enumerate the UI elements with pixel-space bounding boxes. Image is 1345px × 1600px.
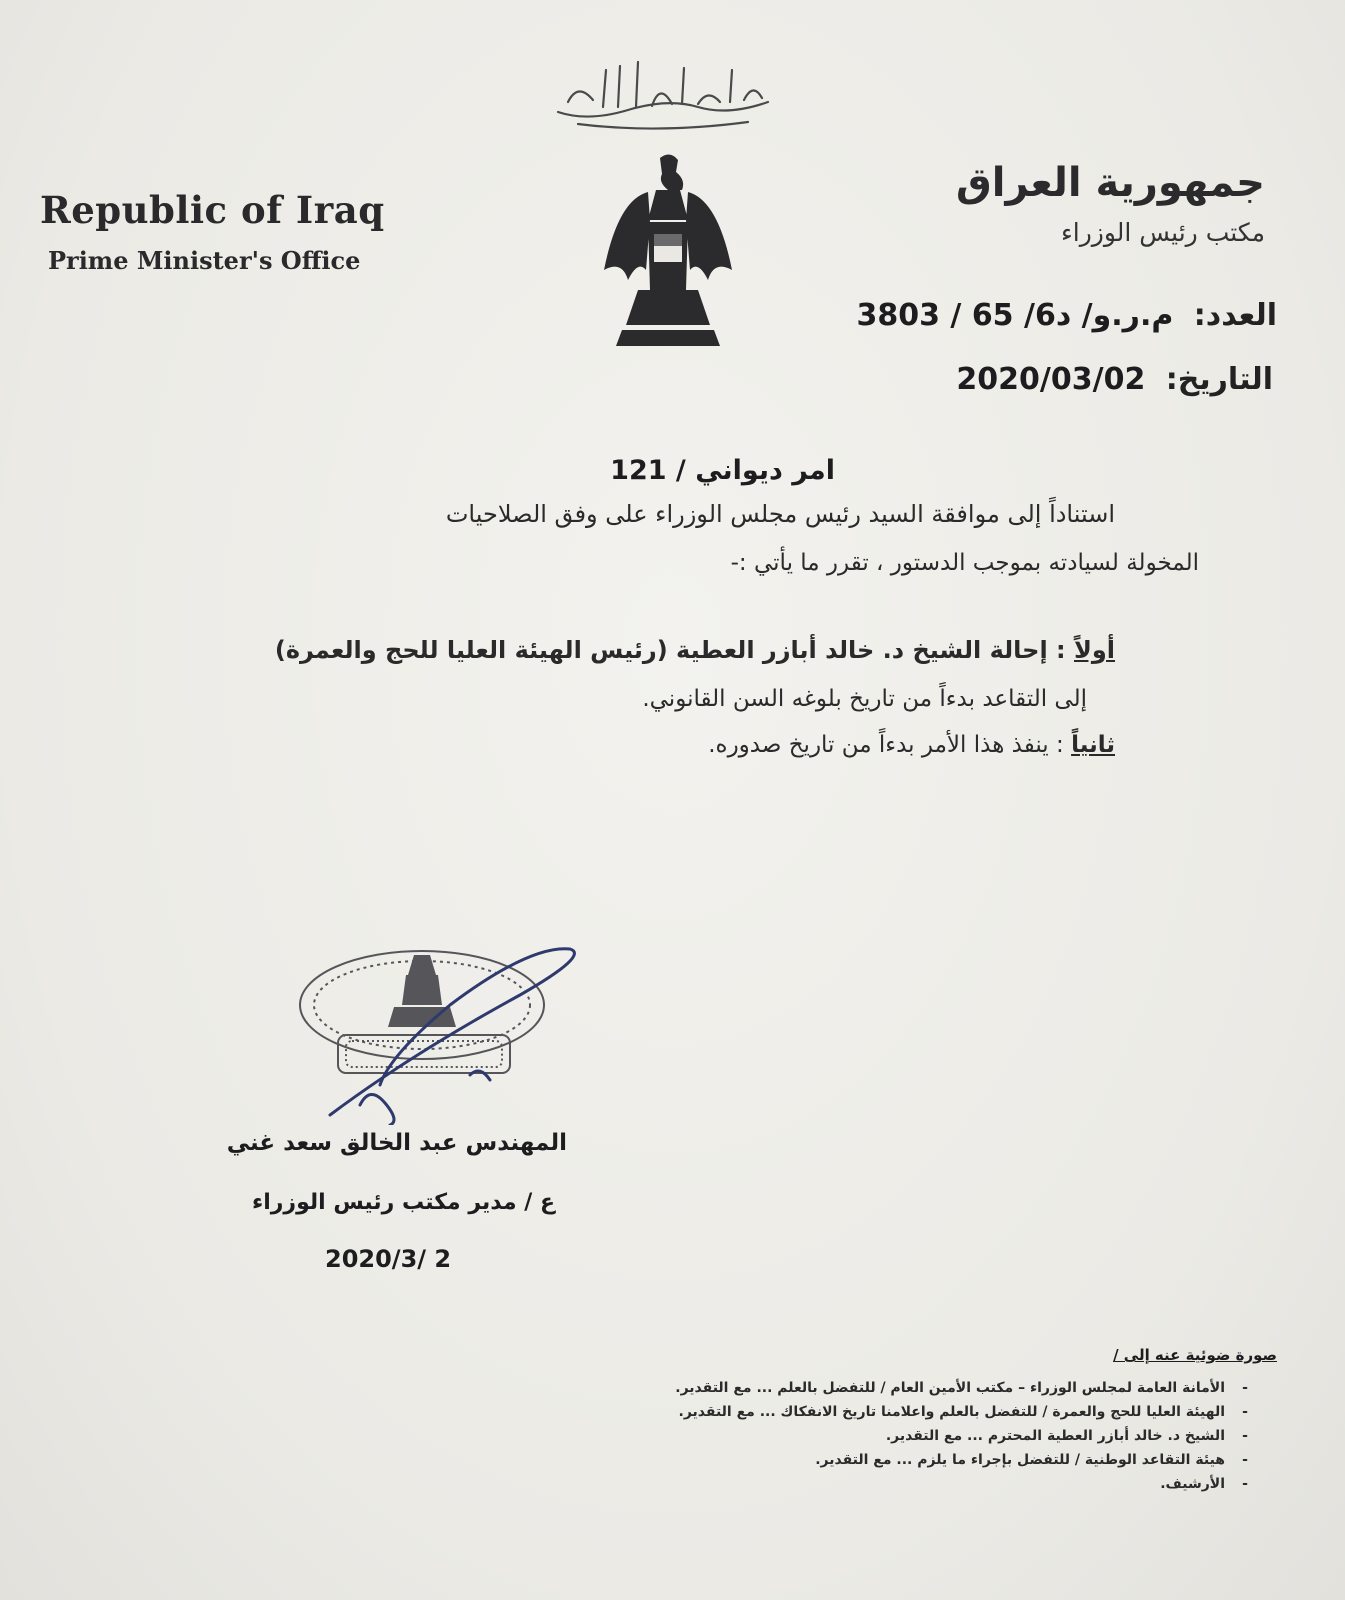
order-title: امر ديواني / 121 [610,455,835,486]
order-item-2 [708,732,1115,758]
date-value: 2020/03/02 [956,362,1146,397]
document-date [956,362,1273,397]
cc-heading: صورة ضوئية عنه إلى / [1113,1346,1277,1364]
cc-item: -الهيئة العليا للحج والعمرة / للتفضل بالعلم واعلامنا تاريخ الانفكاك ... مع التقدير. [678,1404,1248,1420]
cc-item: -الأرشيف. [1160,1476,1248,1492]
official-stamp-icon [290,935,610,1125]
iraq-eagle-emblem-icon [598,150,738,360]
english-title: Republic of Iraq [40,188,385,232]
signature-date: 2020/3/ 2 [325,1245,452,1273]
order-item-1-continuation: إلى التقاعد بدءاً من تاريخ بلوغه السن القانوني. [642,686,1087,712]
cc-item: -هيئة التقاعد الوطنية / للتفضل بإجراء ما يلزم ... مع التقدير. [815,1452,1248,1468]
reference-label: العدد: [1193,298,1277,333]
order-line-1: استناداً إلى موافقة السيد رئيس مجلس الوزراء على وفق الصلاحيات [445,500,1115,528]
reference-value: م.ر.و/ د6/ 65 / 3803 [856,298,1174,333]
item-2-label: ثانياً [1071,732,1115,758]
item-1-label: أولاً [1073,636,1115,664]
cc-list [675,1376,1265,1496]
arabic-subtitle: مكتب رئيس الوزراء [1061,218,1265,247]
arabic-title: جمهورية العراق [955,160,1265,206]
reference-number [856,298,1277,333]
cc-item: -الأمانة العامة لمجلس الوزراء – مكتب الأمين العام / للتفضل بالعلم ... مع التقدير. [675,1380,1248,1396]
date-label: التاريخ: [1165,362,1273,397]
order-line-2: المخولة لسيادته بموجب الدستور ، تقرر ما يأتي :- [730,550,1199,576]
item-2-text: : ينفذ هذا الأمر بدءاً من تاريخ صدوره. [708,732,1064,758]
item-1-text: : إحالة الشيخ د. خالد أبازر العطية (رئيس الهيئة العليا للحج والعمرة) [274,636,1066,664]
signatory-title: ع / مدير مكتب رئيس الوزراء [251,1190,555,1215]
basmala-calligraphy-icon [548,52,778,132]
english-subtitle: Prime Minister's Office [48,246,361,275]
cc-item: -الشيخ د. خالد أبازر العطية المحترم ... مع التقدير. [885,1428,1248,1444]
handwritten-signature-icon [330,949,574,1125]
order-item-1 [275,636,1115,664]
signatory-name: المهندس عبد الخالق سعد غني [226,1130,567,1156]
